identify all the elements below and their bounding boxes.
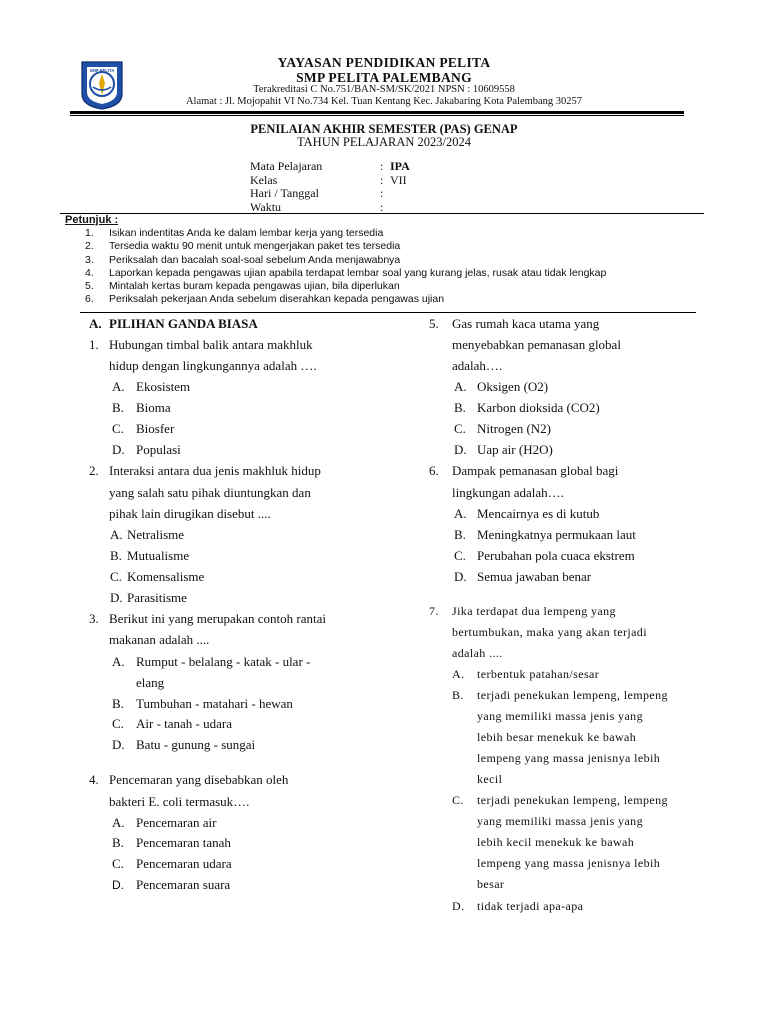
instructions-list	[85, 227, 606, 307]
option-letter: A.	[454, 506, 467, 521]
instruction-item	[85, 240, 606, 253]
instruction-text: Mintalah kertas buram kepada pengawas ujian, bila diperlukan	[109, 280, 400, 293]
option-text: Pencemaran tanah	[136, 835, 231, 850]
option-text: Nitrogen (N2)	[477, 421, 552, 436]
option-text: Biosfer	[136, 421, 175, 436]
section-letter: A.	[89, 316, 102, 331]
question-text: bertumbukan, maka yang akan terjadi	[452, 625, 647, 639]
question-number: 1.	[89, 337, 99, 352]
info-row-subject	[250, 160, 410, 174]
question-number: 4.	[89, 772, 99, 787]
option-text: Mutualisme	[127, 548, 190, 563]
question-text: Interaksi antara dua jenis makhluk hidup	[109, 463, 321, 478]
option-letter: B.	[454, 527, 466, 542]
instruction-text: Laporkan kepada pengawas ujian apabila terdapat lembar soal yang kurang jelas, rusak atau tidak lengkap	[109, 266, 607, 279]
info-label: Mata Pelajaran	[250, 159, 323, 173]
option-letter: A.	[110, 527, 123, 542]
instruction-number: 3.	[85, 253, 94, 266]
option-text: Netralisme	[127, 527, 185, 542]
option-text: Karbon dioksida (CO2)	[477, 400, 600, 415]
option-text: Rumput - belalang - katak - ular -	[136, 654, 311, 669]
option-letter: D.	[452, 899, 465, 913]
option-letter: D.	[454, 442, 467, 457]
question-text: menyebabkan pemanasan global	[452, 337, 621, 352]
question-text: Pencemaran yang disebabkan oleh	[109, 772, 289, 787]
instruction-number: 6.	[85, 293, 94, 306]
instruction-item	[85, 293, 606, 306]
instructions-title: Petunjuk :	[65, 214, 119, 226]
option-text: Parasitisme	[127, 590, 187, 605]
option-text: terbentuk patahan/sesar	[477, 667, 600, 681]
option-text: lebih besar menekuk ke bawah	[477, 730, 637, 744]
option-text: Pencemaran air	[136, 815, 217, 830]
option-letter: C.	[112, 716, 124, 731]
option-text: Semua jawaban benar	[477, 569, 592, 584]
option-text: Air - tanah - udara	[136, 716, 233, 731]
option-text: yang memiliki massa jenis yang	[477, 709, 643, 723]
question-number: 2.	[89, 463, 99, 478]
option-letter: D.	[112, 737, 125, 752]
option-letter: A.	[454, 379, 467, 394]
option-text: Uap air (H2O)	[477, 442, 553, 457]
info-divider	[60, 213, 704, 214]
option-letter: D.	[112, 442, 125, 457]
instruction-item	[85, 267, 606, 280]
question-text: yang salah satu pihak diuntungkan dan	[109, 485, 311, 500]
option-letter: B.	[112, 696, 124, 711]
question-text: Dampak pemanasan global bagi	[452, 463, 619, 478]
option-text: Bioma	[136, 400, 171, 415]
question-number: 6.	[429, 463, 439, 478]
option-text: Mencairnya es di kutub	[477, 506, 600, 521]
option-letter: A.	[112, 379, 125, 394]
instruction-number: 1.	[85, 227, 94, 239]
option-letter: C.	[112, 856, 124, 871]
info-label: Waktu	[250, 199, 282, 214]
option-letter: B.	[454, 400, 466, 415]
option-text: elang	[136, 675, 165, 690]
question-text: Gas rumah kaca utama yang	[452, 316, 600, 331]
question-text: makanan adalah ....	[109, 632, 210, 647]
option-letter: C.	[112, 421, 124, 436]
header-divider-thick	[70, 111, 684, 114]
accreditation-line: Terakreditasi C No.751/BAN-SM/SK/2021 NPSN : 10609558	[253, 84, 515, 95]
instruction-number: 5.	[85, 280, 94, 293]
option-text: terjadi penekukan lempeng, lempeng	[477, 688, 668, 702]
info-value: IPA	[390, 159, 410, 173]
question-text: hidup dengan lingkungannya adalah ….	[109, 358, 317, 373]
info-label: Kelas	[250, 172, 278, 187]
instruction-item	[85, 254, 606, 267]
question-text: pihak lain dirugikan disebut ....	[109, 506, 271, 521]
info-row-time	[250, 201, 410, 215]
instruction-number: 4.	[85, 266, 94, 279]
option-text: lebih kecil menekuk ke bawah	[477, 835, 635, 849]
exam-year: TAHUN PELAJARAN 2023/2024	[297, 135, 471, 149]
option-text: Komensalisme	[127, 569, 205, 584]
option-text: Perubahan pola cuaca ekstrem	[477, 548, 635, 563]
option-text: Pencemaran udara	[136, 856, 232, 871]
option-letter: D.	[110, 590, 123, 605]
option-letter: B.	[112, 400, 124, 415]
option-letter: A.	[452, 667, 465, 681]
question-number: 7.	[429, 604, 439, 618]
option-text: Tumbuhan - matahari - hewan	[136, 696, 293, 711]
option-text: terjadi penekukan lempeng, lempeng	[477, 793, 668, 807]
info-row-date	[250, 187, 410, 201]
option-letter: D.	[112, 878, 124, 892]
foundation-name: YAYASAN PENDIDIKAN PELITA	[277, 55, 491, 70]
info-colon: :	[380, 172, 384, 187]
option-letter: B.	[112, 835, 124, 850]
info-colon: :	[380, 159, 384, 173]
info-row-class	[250, 174, 410, 188]
logo-text: SMP PELITA	[89, 68, 115, 73]
option-text: Meningkatnya permukaan laut	[477, 527, 636, 542]
option-text: Batu - gunung - sungai	[136, 737, 256, 752]
question-text: adalah….	[452, 358, 503, 373]
school-logo	[78, 60, 126, 110]
option-letter: C.	[454, 548, 466, 563]
instruction-item	[85, 280, 606, 293]
option-text: kecil	[477, 772, 503, 786]
instruction-text: Periksalah dan bacalah soal-soal sebelum Anda menjawabnya	[109, 253, 401, 266]
option-text: tidak terjadi apa-apa	[477, 899, 584, 913]
address-line: Alamat : Jl. Mojopahit VI No.734 Kel. Tuan Kentang Kec. Jakabaring Kota Palembang 30257	[185, 96, 583, 107]
info-colon: :	[380, 199, 384, 214]
instruction-number: 2.	[85, 240, 94, 253]
school-name: SMP PELITA PALEMBANG	[296, 70, 472, 85]
option-letter: C.	[452, 793, 464, 807]
option-text: Oksigen (O2)	[477, 379, 549, 394]
option-text: Ekosistem	[136, 379, 191, 394]
info-label: Hari / Tanggal	[250, 186, 319, 200]
instruction-text: Isikan indentitas Anda ke dalam lembar kerja yang tersedia	[109, 227, 384, 239]
info-value: VII	[390, 172, 407, 187]
exam-info	[250, 160, 410, 214]
option-text: yang memiliki massa jenis yang	[477, 814, 643, 828]
instruction-text: Tersedia waktu 90 menit untuk mengerjakan paket tes tersedia	[109, 240, 401, 253]
section-title: PILIHAN GANDA BIASA	[109, 316, 258, 331]
question-number: 5.	[429, 316, 439, 331]
question-text: Hubungan timbal balik antara makhluk	[109, 337, 313, 352]
instruction-text: Periksalah pekerjaan Anda sebelum diserahkan kepada pengawas ujian	[109, 293, 445, 306]
question-text: lingkungan adalah….	[452, 485, 564, 500]
option-text: lempeng yang massa jenisnya lebih	[477, 856, 661, 870]
header-divider-thin	[70, 115, 684, 116]
question-number: 3.	[89, 611, 99, 626]
option-letter: B.	[110, 548, 122, 563]
option-text: Populasi	[136, 442, 181, 457]
question-text: Jika terdapat dua lempeng yang	[452, 604, 616, 618]
instruction-item	[85, 227, 606, 240]
option-text: lempeng yang massa jenisnya lebih	[477, 751, 661, 765]
option-letter: D.	[454, 569, 467, 584]
option-text: Pencemaran suara	[136, 877, 231, 892]
questions-divider	[80, 312, 696, 313]
question-text: Berikut ini yang merupakan contoh rantai	[109, 611, 326, 626]
option-letter: A.	[112, 654, 125, 669]
option-letter: C.	[110, 569, 122, 584]
option-text: besar	[477, 877, 505, 891]
exam-title: PENILAIAN AKHIR SEMESTER (PAS) GENAP	[250, 122, 518, 136]
info-colon: :	[380, 186, 384, 200]
question-text: adalah ....	[452, 646, 503, 660]
option-letter: B.	[452, 688, 464, 702]
question-text: bakteri E. coli termasuk….	[109, 794, 250, 809]
option-letter: A.	[112, 815, 125, 830]
option-letter: C.	[454, 421, 466, 436]
